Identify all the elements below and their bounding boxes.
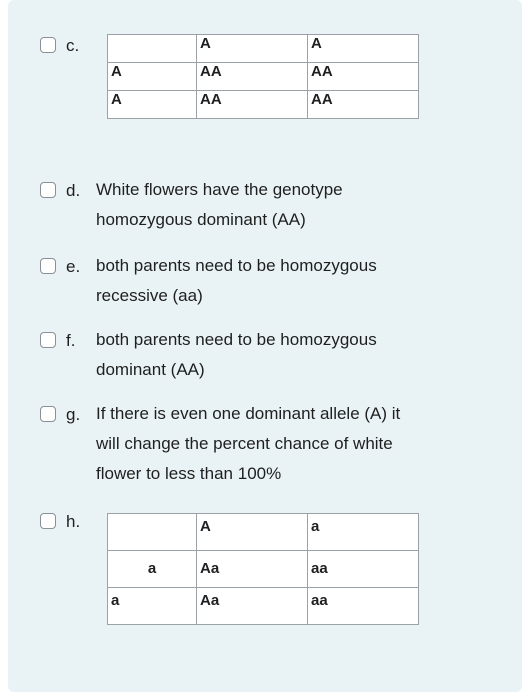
option-g-line: If there is even one dominant allele (A) it [96,404,401,423]
option-f-letter: f. [66,331,76,350]
option-f-text [96,325,466,385]
option-g-line: will change the percent chance of white [96,434,393,453]
table-row [108,63,419,91]
option-g-letter: g. [66,405,81,424]
option-c-letter: c. [66,36,80,55]
option-h-letter: h. [66,512,81,531]
table-row [108,551,419,588]
table-cell: A [108,63,197,91]
table-cell: A [197,35,308,63]
option-e-letter: e. [66,257,81,276]
option-e-line: both parents need to be homozygous [96,256,377,275]
option-f[interactable] [40,331,466,385]
table-cell: a [308,514,419,551]
table-cell: a [108,551,197,588]
option-c[interactable] [40,36,96,55]
option-d-radio[interactable] [40,182,56,198]
option-d-letter: d. [66,181,81,200]
table-row [108,35,419,63]
table-cell [108,514,197,551]
table-cell: aa [308,588,419,625]
option-d[interactable] [40,181,466,235]
option-f-line: both parents need to be homozygous [96,330,377,349]
option-f-line: dominant (AA) [96,360,205,379]
option-c-radio[interactable] [40,37,56,53]
table-cell: A [308,35,419,63]
option-d-line: homozygous dominant (AA) [96,210,306,229]
option-g-text [96,399,466,489]
option-f-radio[interactable] [40,332,56,348]
table-cell: Aa [197,551,308,588]
option-d-line: White flowers have the genotype [96,180,343,199]
table-row [108,91,419,119]
table-cell: A [108,91,197,119]
table-cell: AA [308,63,419,91]
option-e-radio[interactable] [40,258,56,274]
table-cell: AA [197,63,308,91]
punnett-square-c [107,34,419,119]
option-g[interactable] [40,405,466,489]
punnett-square-h [107,513,419,625]
option-d-text [96,175,466,235]
table-cell [108,35,197,63]
option-e-text [96,251,466,311]
table-row [108,514,419,551]
table-cell: AA [197,91,308,119]
option-e[interactable] [40,257,466,311]
option-h-radio[interactable] [40,513,56,529]
option-g-line: flower to less than 100% [96,464,282,483]
option-g-radio[interactable] [40,406,56,422]
table-cell: aa [308,551,419,588]
option-h[interactable] [40,512,96,531]
table-cell: a [108,588,197,625]
table-cell: AA [308,91,419,119]
table-row [108,588,419,625]
table-cell: A [197,514,308,551]
table-cell: Aa [197,588,308,625]
option-e-line: recessive (aa) [96,286,203,305]
